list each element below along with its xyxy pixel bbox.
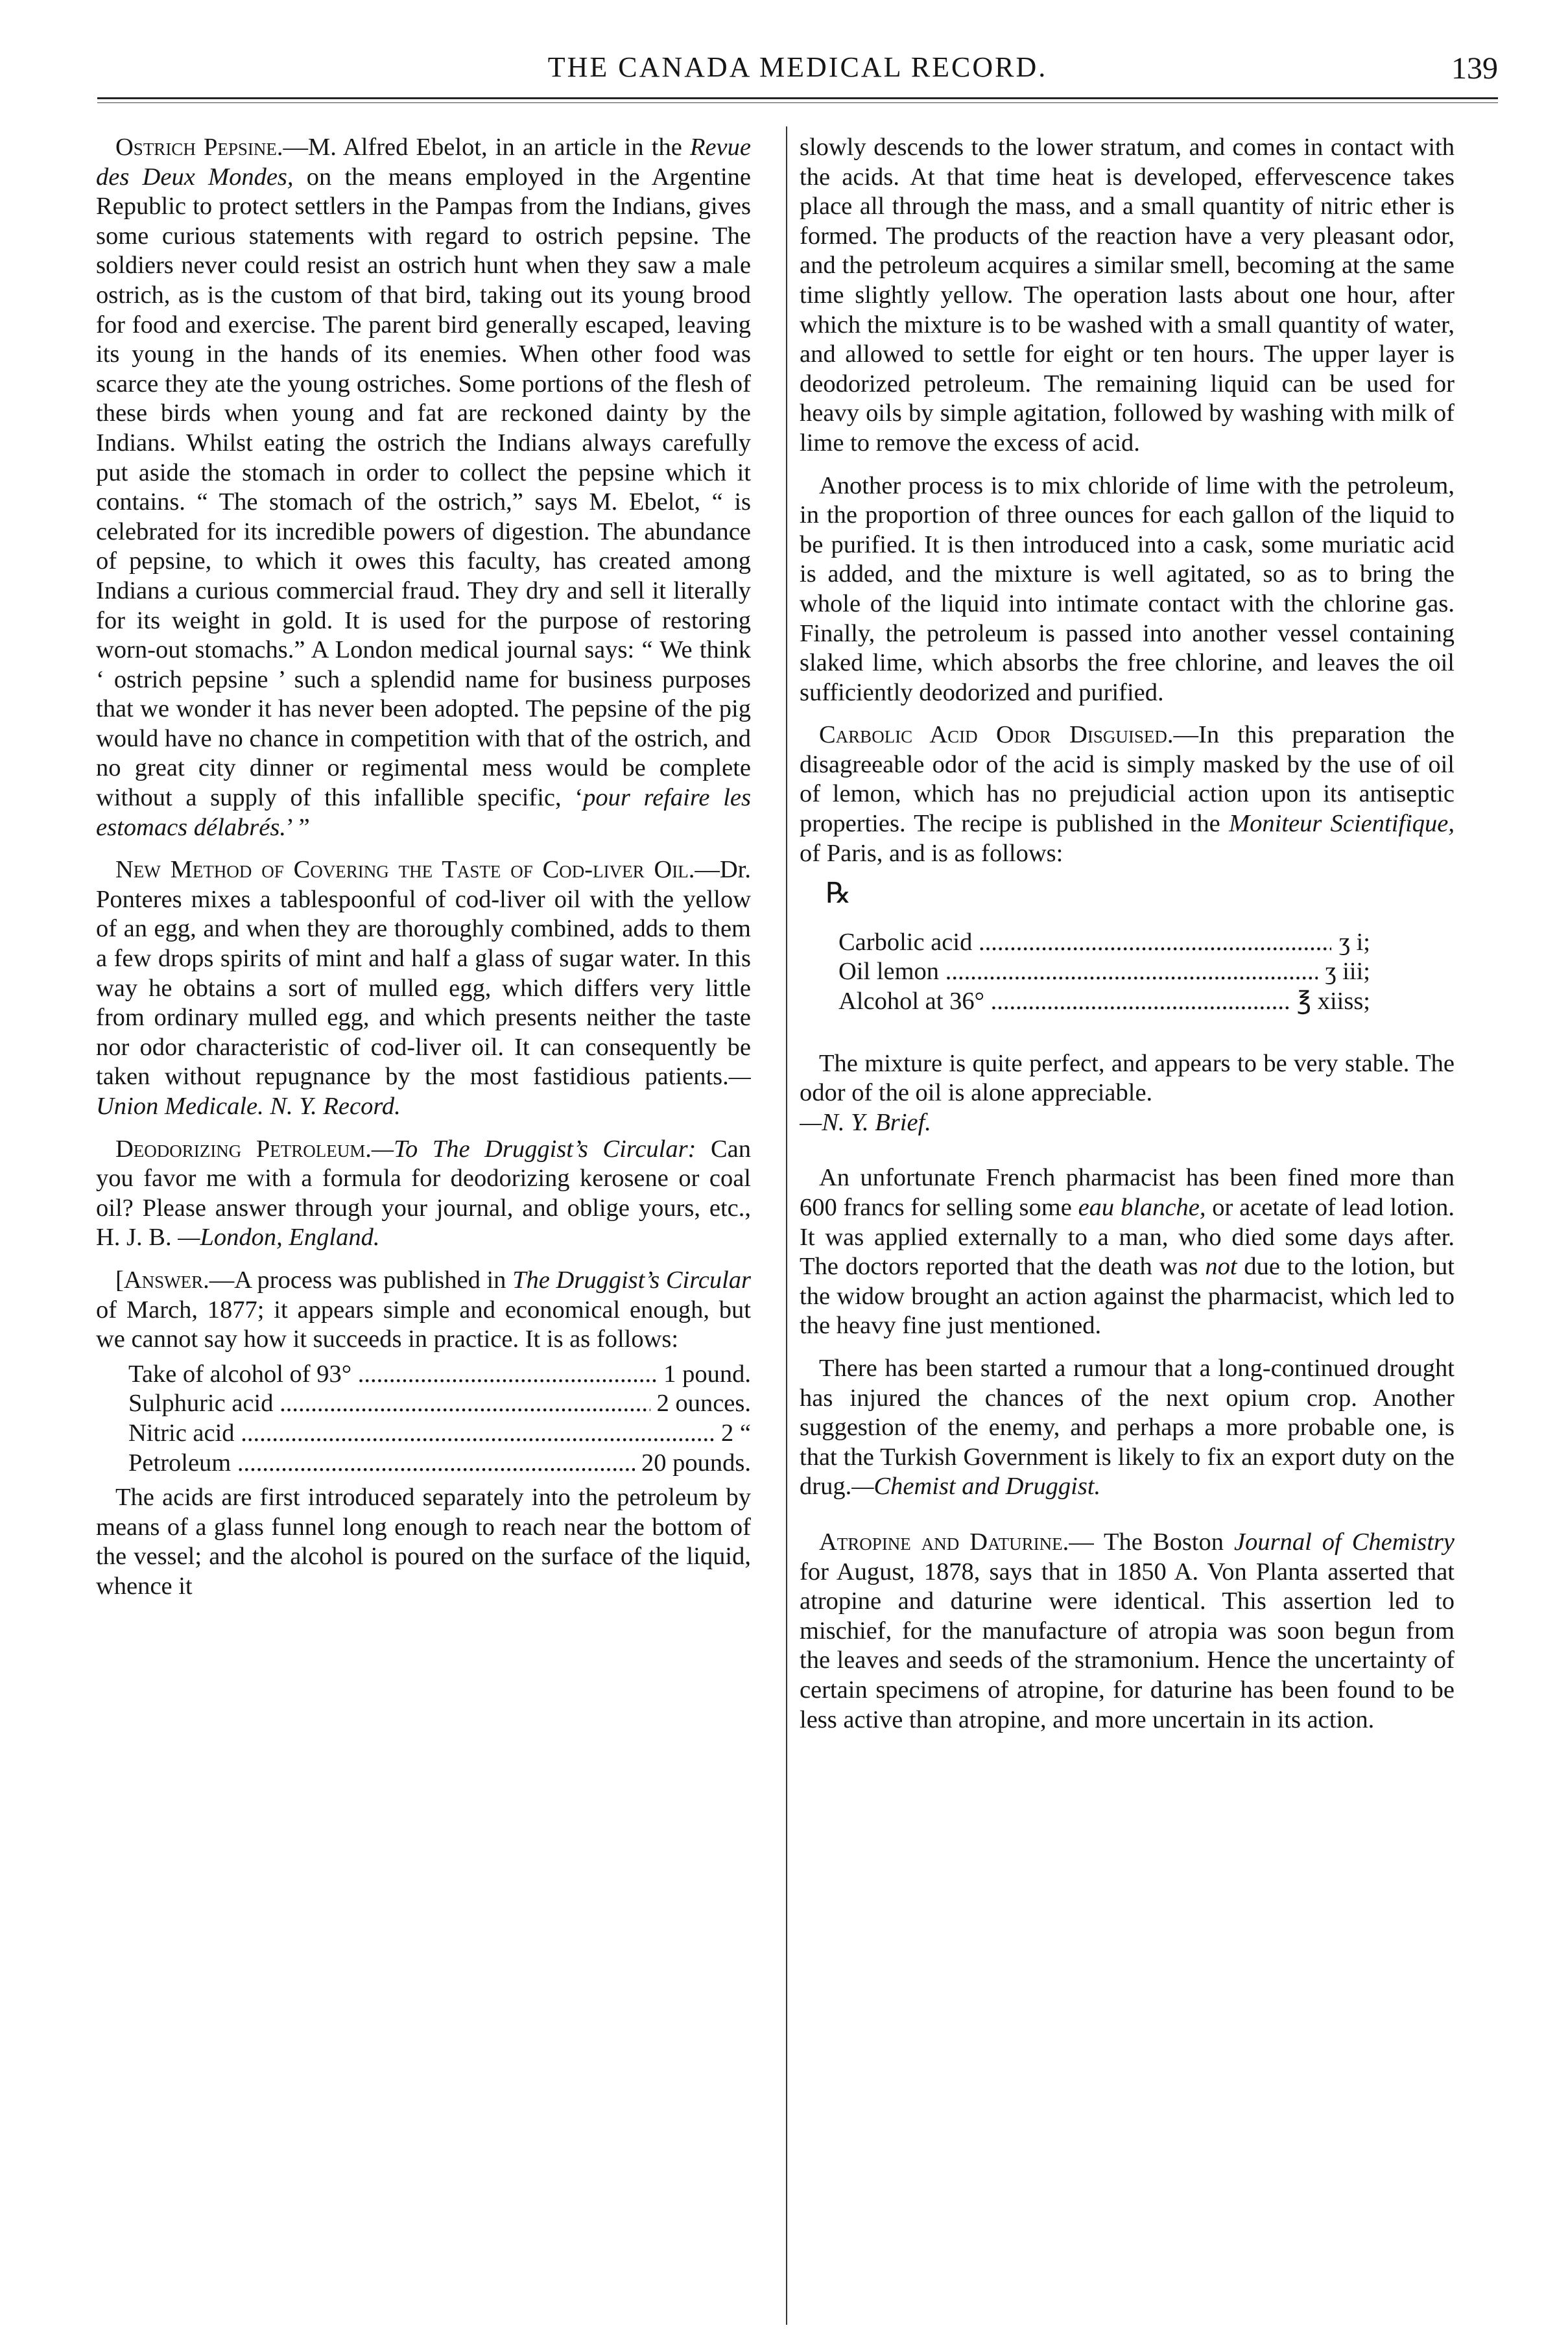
article-text: —Dr. Ponteres mixes a tablespoonful of cod-liver oil with the yellow of an egg, and when they are thoroughly combined, adds to them a few drops spirits of mint and half a glass of sugar water. In this way he obtains a sort of mulled egg, which differs very little from ordinary mulled egg, and which presents neither the taste nor odor characteristic of cod-liver oil. It can consequently be taken without repugnance by the most fastidious patients. bbox=[96, 856, 751, 1091]
article-text: for August, 1878, says that in 1850 A. Von Planta asserted that atropine and daturine were identical. This assertion led to mischief, for the manufacture of atropia was soon begun from the leaves and seeds of the stramonium. Hence the uncertainty of certain specimens of atropine, for daturine has been found to be less active than atropine, and more uncertain in its action. bbox=[800, 1558, 1455, 1733]
running-header bbox=[97, 51, 1498, 96]
recipe-row bbox=[838, 987, 1370, 1017]
answer-lead: [Answer. bbox=[115, 1266, 209, 1294]
article-source: —Chemist and Druggist. bbox=[851, 1473, 1101, 1501]
article-opium-drought bbox=[800, 1354, 1455, 1502]
answer-paragraph bbox=[96, 1266, 751, 1355]
article-text: or acetate of lead lotion. It was applied externally to a man, who died some days after. The doctors reported that the death was bbox=[800, 1194, 1455, 1281]
article-text: — The Boston bbox=[1069, 1528, 1235, 1556]
recipe-row bbox=[128, 1389, 751, 1419]
recipe-row bbox=[128, 1419, 751, 1449]
article-text: Can you favor me with a formula for deodorizing kerosene or coal oil? Please answer through your journal, and oblige yours, etc., H. J. B. bbox=[96, 1135, 751, 1252]
article-text: —A process was published in bbox=[209, 1266, 513, 1294]
recipe-row bbox=[838, 928, 1370, 958]
right-column bbox=[800, 133, 1455, 2325]
recipe-amount: 2 ounces. bbox=[656, 1390, 751, 1418]
another-process: Another process is to mix chloride of lime with the petroleum, in the proportion of three ounces for each gallon of the liquid to be purified. It is then introduced into a cask, some muriatic acid is added, and the mixture is well agitated, so as to bring the whole of the liquid into intimate contact with the chlorine gas. Finally, the petroleum is passed into another vessel containing slaked lime, which absorbs the free chlorine, and leaves the oil sufficiently deodorized and purified. bbox=[800, 471, 1455, 706]
recipe-amount: 20 pounds. bbox=[641, 1449, 751, 1477]
recipe-row bbox=[128, 1449, 751, 1479]
header-rule-thin bbox=[97, 102, 1498, 103]
article-source: —N. Y. Brief. bbox=[800, 1108, 931, 1136]
article-heading: New Method of Covering the Taste of Cod-liver Oil. bbox=[115, 856, 695, 884]
article-carbolic-acid bbox=[800, 720, 1455, 868]
recipe-row bbox=[128, 1360, 751, 1390]
article-text: The mixture is quite perfect, and appears to be very stable. The odor of the oil is alone appreciable. bbox=[800, 1049, 1455, 1107]
recipe-ingredient: Oil lemon ..... bbox=[838, 957, 1318, 987]
article-source: —Union Medicale. N. Y. Record. bbox=[96, 1063, 751, 1120]
article-heading: Carbolic Acid Odor Disguised. bbox=[819, 721, 1174, 749]
prescription-symbol: ℞ bbox=[826, 877, 851, 910]
journal-name: The Druggist’s Circular bbox=[512, 1266, 751, 1294]
recipe-ingredient: Sulphuric acid ..... bbox=[128, 1389, 650, 1419]
quote-close: ’ ” bbox=[285, 813, 310, 841]
journal-title: THE CANADA MEDICAL RECORD. bbox=[547, 51, 1048, 83]
recipe-amount: 2 “ bbox=[721, 1419, 751, 1447]
article-heading: Ostrich Pepsine. bbox=[115, 134, 283, 161]
article-ostrich-pepsine bbox=[96, 133, 751, 842]
french-quote: pour refaire les estomacs délabrés. bbox=[96, 784, 751, 841]
article-text: —M. Alfred Ebelot, in an article in the bbox=[283, 134, 690, 161]
journal-name: Revue des Deux Mondes, bbox=[96, 134, 751, 191]
article-text: on the means employed in the Argentine Republic to protect settlers in the Pampas from the Indians, gives some curious statements with regard to ostrich pepsine. The soldiers never could resist an ostrich hunt when they saw a male ostrich, as is the custom of that bird, taking out its young brood for food and exercise. The parent bird generally escaped, leaving its young in the hands of its enemies. When other food was scarce they ate the young ostriches. Some portions of the flesh of these birds when young and fat are reckoned dainty by the Indians. Whilst eating the ostrich the Indians always carefully put aside the stomach in order to collect the pepsine which it contains. “ The stomach of the ostrich,” says M. Ebelot, “ is celebrated for its incredible powers of digestion. The abundance of pepsine, to which it owes this faculty, has created among Indians a curious commercial fraud. They dry and sell it literally for its weight in gold. It is used for the purpose of restoring worn-out stomachs.” A London medical journal says: “ We think ‘ ostrich pepsine ’ such a splendid name for business purposes that we wonder it has never been adopted. The pepsine of the pig would have no chance in competition with that of the ostrich, and no great city dinner or regimental mess would be complete without a supply of this infallible specific, ‘ bbox=[96, 163, 751, 812]
article-text: of March, 1877; it appears simple and economical enough, but we cannot say how it succeeds in practice. It is as follows: bbox=[96, 1296, 751, 1353]
journal-name: Journal of Chemistry bbox=[1234, 1528, 1455, 1556]
carbolic-recipe bbox=[838, 928, 1455, 1017]
header-rule bbox=[97, 97, 1498, 99]
recipe-amount: ℥ xiiss; bbox=[1296, 988, 1370, 1016]
recipe-row bbox=[838, 957, 1370, 987]
page-number: 139 bbox=[1451, 51, 1498, 86]
article-text: There has been started a rumour that a long-continued drought has injured the chances of the next opium crop. Another suggestion of the enemy, and perhaps a more probable one, is that the Turkish Government is likely to fix an export duty on the drug. bbox=[800, 1354, 1455, 1501]
emphasis: not bbox=[1205, 1253, 1237, 1281]
article-text: due to the lotion, but the widow brought an action against the pharmacist, which led to the heavy fine just mentioned. bbox=[800, 1253, 1455, 1340]
recipe-ingredient: Carbolic acid ..... bbox=[838, 928, 1331, 958]
article-heading: Deodorizing Petroleum. bbox=[115, 1135, 372, 1163]
addressee: —To The Druggist’s Circular: bbox=[371, 1135, 696, 1163]
correspondent-place: —London, England. bbox=[178, 1224, 380, 1252]
journal-name: Moniteur Scientifique, bbox=[1229, 810, 1455, 838]
recipe-ingredient: Nitric acid ..... bbox=[128, 1419, 715, 1449]
article-heading: Atropine and Daturine. bbox=[819, 1528, 1069, 1556]
answer-continued: The acids are first introduced separately into the petroleum by means of a glass funnel long enough to reach near the bottom of the vessel; and the alcohol is poured on the surface of the liquid, whence it bbox=[96, 1484, 751, 1600]
left-column bbox=[96, 133, 751, 2325]
article-text: of Paris, and is as follows: bbox=[800, 839, 1063, 867]
article-cod-liver-oil bbox=[96, 855, 751, 1121]
article-deodorizing-petroleum bbox=[96, 1135, 751, 1253]
recipe-amount: ʒ iii; bbox=[1325, 958, 1370, 986]
recipe-ingredient: Take of alcohol of 93° ..... bbox=[128, 1360, 657, 1390]
recipe-ingredient: Petroleum ..... bbox=[128, 1449, 635, 1479]
italic-term: eau blanche, bbox=[1078, 1194, 1206, 1221]
answer-continuation: slowly descends to the lower stratum, and comes in contact with the acids. At that time heat is developed, effervescence takes place all through the mass, and a small quantity of nitric ether is formed. The products of the reaction have a very pleasant odor, and the petroleum acquires a similar smell, becoming at the same time slightly yellow. The operation lasts about one hour, after which the mixture is to be washed with a small quantity of water, and allowed to settle for eight or ten hours. The upper layer is deodorized petroleum. The remaining liquid can be used for heavy oils by simple agitation, followed by washing with milk of lime to remove the excess of acid. bbox=[800, 134, 1455, 457]
petroleum-recipe bbox=[128, 1360, 751, 1478]
column-divider bbox=[786, 126, 787, 2325]
article-french-pharmacist bbox=[800, 1163, 1455, 1341]
recipe-amount: ʒ i; bbox=[1338, 928, 1370, 956]
recipe-ingredient: Alcohol at 36° ..... bbox=[838, 987, 1289, 1017]
article-atropine-daturine bbox=[800, 1528, 1455, 1735]
recipe-amount: 1 pound. bbox=[663, 1360, 751, 1388]
article-text: An unfortunate French pharmacist has been fined more than 600 francs for selling some bbox=[800, 1164, 1455, 1221]
article-text: —In this preparation the disagreeable odor of the acid is simply masked by the use of oil of lemon, which has no prejudicial action upon its antiseptic properties. The recipe is published in the bbox=[800, 721, 1455, 838]
carbolic-conclusion bbox=[800, 1049, 1455, 1138]
